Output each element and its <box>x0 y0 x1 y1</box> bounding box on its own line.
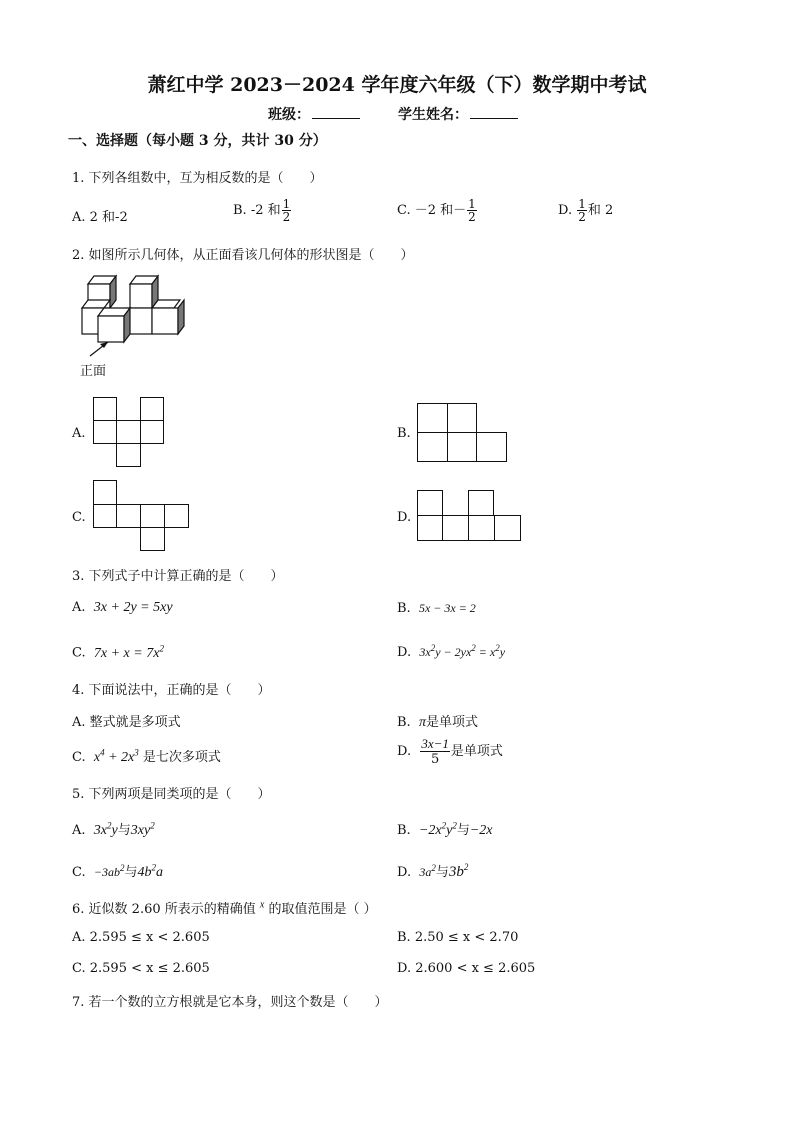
question-3-stem: 3. 下列式子中计算正确的是（ ） <box>72 569 284 584</box>
q6-option-b: B. 2.50 ≤ x < 2.70 <box>397 930 519 945</box>
q4-option-a: A. 整式就是多项式 <box>72 715 181 730</box>
question-6-stem: 6. 近似数 2.60 所表示的精确值 $^x$ 的取值范围是（ ） <box>72 899 377 917</box>
class-blank <box>312 106 360 119</box>
q4-option-b: B. π是单项式 <box>397 715 478 730</box>
q5-option-a: A. $3x^2y$与$3xy^2$ <box>72 820 155 838</box>
question-4-stem: 4. 下面说法中，正确的是（ ） <box>72 683 271 698</box>
q6-option-c: C. 2.595 < x ≤ 2.605 <box>72 961 210 976</box>
q3-option-d: D. $3x^2y - 2yx^2 = x^2y$ <box>397 643 506 660</box>
question-5-stem: 5. 下列两项是同类项的是（ ） <box>72 787 271 802</box>
front-label: 正面 <box>80 364 107 379</box>
q1-option-a: A. 2 和-2 <box>72 210 128 225</box>
q1-option-d: D. $\frac{1}{2}$ 和 2 <box>558 197 614 224</box>
q4-option-c: C. $x^4 + 2x^3$ 是七次多项式 <box>72 747 221 765</box>
q3-option-c: C. $7x + x = 7x^2$ <box>72 643 164 661</box>
q4-option-d: D. $\frac{3x-1}{5}$ 是单项式 <box>397 736 503 767</box>
q5-option-b: B. $-2x^2y^2$与−2x <box>397 820 493 838</box>
name-field <box>398 104 518 124</box>
q2-option-a-label: A. <box>72 426 86 441</box>
question-7-stem: 7. 若一个数的立方根就是它本身，则这个数是（ ） <box>72 995 388 1010</box>
q6-option-a: A. 2.595 ≤ x < 2.605 <box>72 930 210 945</box>
q3-option-b: B. 5x − 3x = 2 <box>397 601 476 616</box>
question-1-stem: 1. 下列各组数中，互为相反数的是（ ） <box>72 171 323 186</box>
q6-option-d: D. 2.600 < x ≤ 2.605 <box>397 961 536 976</box>
q2-option-b-label: B. <box>397 426 411 441</box>
class-label: 班级： <box>268 107 310 123</box>
q1-option-b: B. -2 和 $\frac{1}{2}$ <box>233 197 291 224</box>
q3-option-a: A. 3x + 2y = 5xy <box>72 600 173 615</box>
name-label: 学生姓名： <box>398 107 468 123</box>
q5-option-d: D. $3a^2$与$3b^2$ <box>397 862 469 880</box>
question-2-stem: 2. 如图所示几何体，从正面看该几何体的形状图是（ ） <box>72 248 414 263</box>
section-heading: 一、选择题（每小题 3 分，共计 30 分） <box>68 133 327 149</box>
solid-figure <box>78 272 198 362</box>
q2-option-c-label: C. <box>72 510 86 525</box>
page-title: 萧红中学 2023－2024 学年度六年级（下）数学期中考试 <box>147 74 647 96</box>
q5-option-c: C. $-3ab^2$与$4b^2a$ <box>72 862 164 880</box>
class-field <box>268 104 360 124</box>
q2-option-d-label: D. <box>397 510 412 525</box>
name-blank <box>470 106 518 119</box>
q1-option-c: C. －2 和－ $\frac{1}{2}$ <box>397 197 476 224</box>
